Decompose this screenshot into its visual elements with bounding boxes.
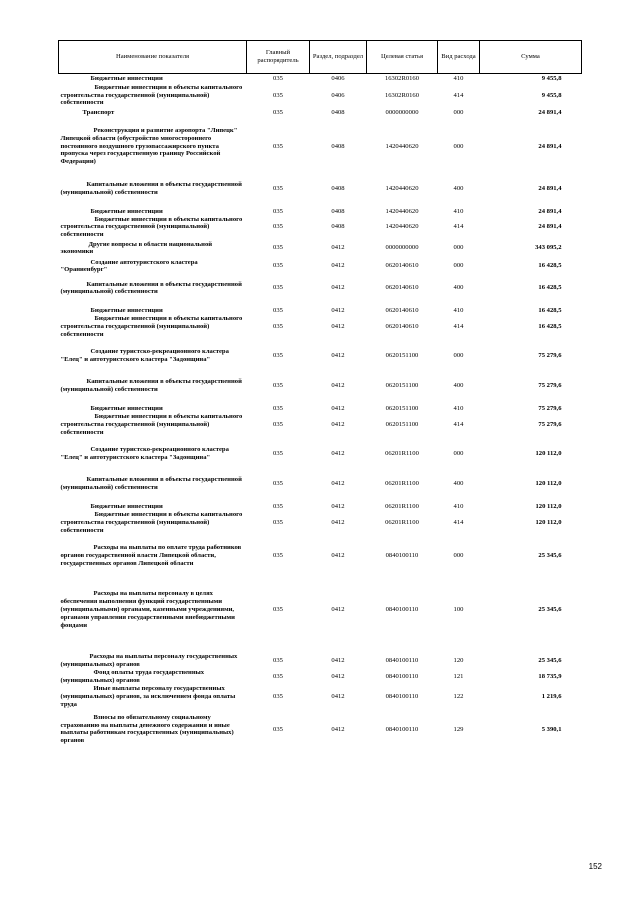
row-rzpr: 0412 xyxy=(331,552,345,560)
row-cs: 06201R1100 xyxy=(385,480,419,488)
row-sum: 120 112,0 xyxy=(535,503,562,511)
row-vr: 000 xyxy=(453,352,464,360)
row-vr: 120 xyxy=(453,657,464,665)
row-rzpr: 0412 xyxy=(331,692,345,700)
header-name: Наименование показателя xyxy=(59,41,247,74)
row-vr: 100 xyxy=(453,606,464,614)
row-grbs: 035 xyxy=(273,323,283,331)
row-rzpr: 0412 xyxy=(331,307,345,315)
table-row xyxy=(59,685,582,709)
row-sum: 9 455,8 xyxy=(541,74,562,82)
row-vr: 000 xyxy=(453,244,464,252)
table-row xyxy=(59,471,582,497)
row-sum: 120 112,0 xyxy=(535,480,562,488)
row-cs: 0840100110 xyxy=(385,552,419,560)
table-row xyxy=(59,108,582,118)
row-grbs: 035 xyxy=(273,244,283,252)
row-grbs: 035 xyxy=(273,480,283,488)
row-name: Бюджетные инвестиции в объекты капитального строительства государственной (муниципальной) собственности xyxy=(60,413,243,437)
row-rzpr: 0412 xyxy=(331,672,345,680)
table-row xyxy=(59,84,582,108)
header-cs: Целевая статья xyxy=(367,41,438,74)
row-cs: 0620151100 xyxy=(385,421,419,429)
row-sum: 25 345,6 xyxy=(538,552,562,560)
row-rzpr: 0412 xyxy=(331,382,345,390)
table-row xyxy=(59,74,582,84)
row-name: Создание туристско-рекреационного кластера "Елец" и автотуристского кластера "Задонщина" xyxy=(60,348,229,364)
row-sum: 5 390,1 xyxy=(541,725,562,733)
row-cs: 1420440620 xyxy=(385,223,419,231)
row-cs: 0840100110 xyxy=(385,606,419,614)
row-grbs: 035 xyxy=(273,657,283,665)
row-cs: 0000000000 xyxy=(385,108,419,116)
row-grbs: 035 xyxy=(273,74,283,82)
row-sum: 24 891,4 xyxy=(538,184,562,192)
row-sum: 75 279,6 xyxy=(538,421,562,429)
row-name: Создание туристско-рекреационного кластера "Елец" и автотуристского кластера "Задонщина" xyxy=(60,446,229,462)
row-rzpr: 0412 xyxy=(331,480,345,488)
row-vr: 410 xyxy=(453,405,464,413)
row-cs: 16302R0160 xyxy=(384,74,420,82)
row-name: Капитальные вложения в объекты государственной (муниципальной) собственности xyxy=(60,180,242,196)
row-grbs: 035 xyxy=(273,352,283,360)
row-vr: 000 xyxy=(453,450,464,458)
row-cs: 06201R1100 xyxy=(385,450,419,458)
row-grbs: 035 xyxy=(273,672,283,680)
row-grbs: 035 xyxy=(273,450,283,458)
row-grbs: 035 xyxy=(273,262,283,270)
table-row xyxy=(59,202,582,216)
table-row xyxy=(59,643,582,669)
table-body xyxy=(59,74,582,751)
row-grbs: 035 xyxy=(273,207,283,215)
row-grbs: 035 xyxy=(273,503,283,511)
row-cs: 0840100110 xyxy=(385,672,419,680)
row-rzpr: 0408 xyxy=(331,184,345,192)
row-name: Бюджетные инвестиции в объекты капитального строительства государственной (муниципальной) собственности xyxy=(60,511,243,535)
row-grbs: 035 xyxy=(273,223,283,231)
row-sum: 24 891,4 xyxy=(538,108,562,116)
row-sum: 25 345,6 xyxy=(538,657,562,665)
row-name: Взносы по обязательному социальному страхованию на выплаты денежного содержания и иные выплаты работникам государственных (муниципальных) органов xyxy=(60,713,234,745)
row-name: Капитальные вложения в объекты государственной (муниципальной) собственности xyxy=(60,378,242,394)
row-sum: 18 735,9 xyxy=(538,672,562,680)
row-sum: 24 891,4 xyxy=(538,142,562,150)
row-cs: 0840100110 xyxy=(385,692,419,700)
header-vr: Вид расхода xyxy=(438,41,480,74)
row-name: Фонд оплаты труда государственных (муниципальных) органов xyxy=(60,668,205,684)
row-rzpr: 0412 xyxy=(331,284,345,292)
row-rzpr: 0406 xyxy=(331,91,345,99)
row-vr: 122 xyxy=(453,692,464,700)
row-rzpr: 0412 xyxy=(331,323,345,331)
row-grbs: 035 xyxy=(273,552,283,560)
row-cs: 0840100110 xyxy=(385,725,419,733)
row-sum: 1 219,6 xyxy=(541,692,562,700)
row-vr: 400 xyxy=(453,184,464,192)
row-grbs: 035 xyxy=(273,382,283,390)
row-name: Бюджетные инвестиции в объекты капитального строительства государственной (муниципальной) собственности xyxy=(60,83,243,107)
row-name: Реконструкция и развитие аэропорта "Липецк" Липецкой области (обустройство многостороннего постоянного воздушного грузопассажирского пункта пропуска через государственную границу Российской Федерации) xyxy=(60,126,238,166)
table-row xyxy=(59,497,582,511)
row-rzpr: 0412 xyxy=(331,450,345,458)
row-vr: 414 xyxy=(453,421,464,429)
row-cs: 0620151100 xyxy=(385,405,419,413)
header-rzpr: Раздел, подраздел xyxy=(310,41,367,74)
row-grbs: 035 xyxy=(273,421,283,429)
row-sum: 120 112,0 xyxy=(535,450,562,458)
row-rzpr: 0412 xyxy=(331,262,345,270)
header-row xyxy=(59,41,582,74)
row-name: Расходы на выплаты персоналу государственных (муниципальных) органов xyxy=(60,653,238,669)
table-row xyxy=(59,669,582,685)
row-cs: 06201R1100 xyxy=(385,519,419,527)
row-vr: 410 xyxy=(453,74,464,82)
row-grbs: 035 xyxy=(273,307,283,315)
table-row xyxy=(59,257,582,275)
row-vr: 414 xyxy=(453,223,464,231)
row-sum: 16 428,5 xyxy=(538,307,562,315)
row-vr: 410 xyxy=(453,207,464,215)
row-vr: 000 xyxy=(453,142,464,150)
row-name: Расходы на выплаты персоналу в целях обеспечения выполнения функций государственными (муниципальными) органами, казенными учреждениями, органами управления государственными внебюджетными фондами xyxy=(60,590,235,629)
header-grbs: Главный распорядитель xyxy=(247,41,310,74)
row-sum: 343 095,2 xyxy=(535,244,562,252)
row-sum: 16 428,5 xyxy=(538,262,562,270)
table-row xyxy=(59,215,582,239)
row-rzpr: 0406 xyxy=(331,74,345,82)
row-sum: 120 112,0 xyxy=(535,519,562,527)
row-name: Транспорт xyxy=(82,108,115,116)
row-grbs: 035 xyxy=(273,519,283,527)
row-sum: 25 345,6 xyxy=(538,606,562,614)
row-vr: 000 xyxy=(453,108,464,116)
row-sum: 75 279,6 xyxy=(538,382,562,390)
table-row xyxy=(59,239,582,257)
row-name: Бюджетные инвестиции xyxy=(90,74,163,82)
table-row xyxy=(59,577,582,643)
table-row xyxy=(59,118,582,176)
row-vr: 400 xyxy=(453,382,464,390)
row-name: Иные выплаты персоналу государственных (муниципальных) органов, за исключением фонда оплаты труда xyxy=(60,684,236,708)
row-rzpr: 0408 xyxy=(331,223,345,231)
row-name: Другие вопросы в области национальной экономики xyxy=(60,240,213,256)
row-grbs: 035 xyxy=(273,606,283,614)
row-vr: 400 xyxy=(453,480,464,488)
row-grbs: 035 xyxy=(273,108,283,116)
row-cs: 1420440620 xyxy=(385,142,419,150)
row-rzpr: 0412 xyxy=(331,725,345,733)
table-row xyxy=(59,275,582,301)
row-vr: 410 xyxy=(453,307,464,315)
budget-table xyxy=(58,40,582,750)
row-grbs: 035 xyxy=(273,725,283,733)
table-row xyxy=(59,176,582,202)
row-vr: 000 xyxy=(453,552,464,560)
row-vr: 414 xyxy=(453,91,464,99)
row-vr: 410 xyxy=(453,503,464,511)
row-name: Бюджетные инвестиции в объекты капитального строительства государственной (муниципальной) собственности xyxy=(60,215,243,239)
page-number: 152 xyxy=(588,862,602,871)
row-name: Капитальные вложения в объекты государственной (муниципальной) собственности xyxy=(60,280,242,296)
header-sum: Сумма xyxy=(480,41,582,74)
row-sum: 24 891,4 xyxy=(538,207,562,215)
row-cs: 1420440620 xyxy=(385,207,419,215)
row-grbs: 035 xyxy=(273,405,283,413)
table-row xyxy=(59,511,582,535)
row-name: Создание автотуристского кластера "Ораниенбург" xyxy=(60,258,198,274)
row-cs: 0000000000 xyxy=(385,244,419,252)
row-rzpr: 0408 xyxy=(331,108,345,116)
table-row xyxy=(59,373,582,399)
row-vr: 129 xyxy=(453,725,464,733)
row-name: Бюджетные инвестиции xyxy=(90,503,163,511)
row-vr: 414 xyxy=(453,519,464,527)
row-rzpr: 0412 xyxy=(331,244,345,252)
table-row xyxy=(59,315,582,339)
row-grbs: 035 xyxy=(273,91,283,99)
table-row xyxy=(59,708,582,750)
row-rzpr: 0408 xyxy=(331,207,345,215)
table-row xyxy=(59,535,582,577)
row-name: Капитальные вложения в объекты государственной (муниципальной) собственности xyxy=(60,476,242,492)
row-cs: 0620140610 xyxy=(385,323,419,331)
table-row xyxy=(59,301,582,315)
table-row xyxy=(59,339,582,373)
row-vr: 121 xyxy=(453,672,464,680)
table-row xyxy=(59,437,582,471)
row-sum: 16 428,5 xyxy=(538,323,562,331)
row-name: Бюджетные инвестиции xyxy=(90,207,163,215)
row-cs: 06201R1100 xyxy=(385,503,419,511)
table-row xyxy=(59,413,582,437)
row-rzpr: 0412 xyxy=(331,421,345,429)
row-vr: 000 xyxy=(453,262,464,270)
row-grbs: 035 xyxy=(273,184,283,192)
row-vr: 400 xyxy=(453,284,464,292)
row-cs: 16302R0160 xyxy=(384,91,420,99)
row-vr: 414 xyxy=(453,323,464,331)
row-cs: 0620151100 xyxy=(385,382,419,390)
row-grbs: 035 xyxy=(273,284,283,292)
row-cs: 1420440620 xyxy=(385,184,419,192)
table-header xyxy=(59,41,582,74)
row-sum: 24 891,4 xyxy=(538,223,562,231)
row-name: Бюджетные инвестиции xyxy=(90,405,163,413)
row-rzpr: 0412 xyxy=(331,352,345,360)
row-rzpr: 0408 xyxy=(331,142,345,150)
row-sum: 9 455,8 xyxy=(541,91,562,99)
row-rzpr: 0412 xyxy=(331,519,345,527)
row-name: Расходы на выплаты по оплате труда работников органов государственной власти Липецкой области, государственных органов Липецкой области xyxy=(60,544,242,568)
row-sum: 16 428,5 xyxy=(538,284,562,292)
row-cs: 0840100110 xyxy=(385,657,419,665)
row-cs: 0620140610 xyxy=(385,284,419,292)
row-grbs: 035 xyxy=(273,692,283,700)
table-row xyxy=(59,399,582,413)
row-rzpr: 0412 xyxy=(331,405,345,413)
row-name: Бюджетные инвестиции xyxy=(90,307,163,315)
row-cs: 0620140610 xyxy=(385,262,419,270)
row-rzpr: 0412 xyxy=(331,657,345,665)
row-sum: 75 279,6 xyxy=(538,405,562,413)
row-rzpr: 0412 xyxy=(331,606,345,614)
row-rzpr: 0412 xyxy=(331,503,345,511)
row-grbs: 035 xyxy=(273,142,283,150)
row-cs: 0620140610 xyxy=(385,307,419,315)
row-sum: 75 279,6 xyxy=(538,352,562,360)
row-cs: 0620151100 xyxy=(385,352,419,360)
row-name: Бюджетные инвестиции в объекты капитального строительства государственной (муниципальной) собственности xyxy=(60,315,243,339)
